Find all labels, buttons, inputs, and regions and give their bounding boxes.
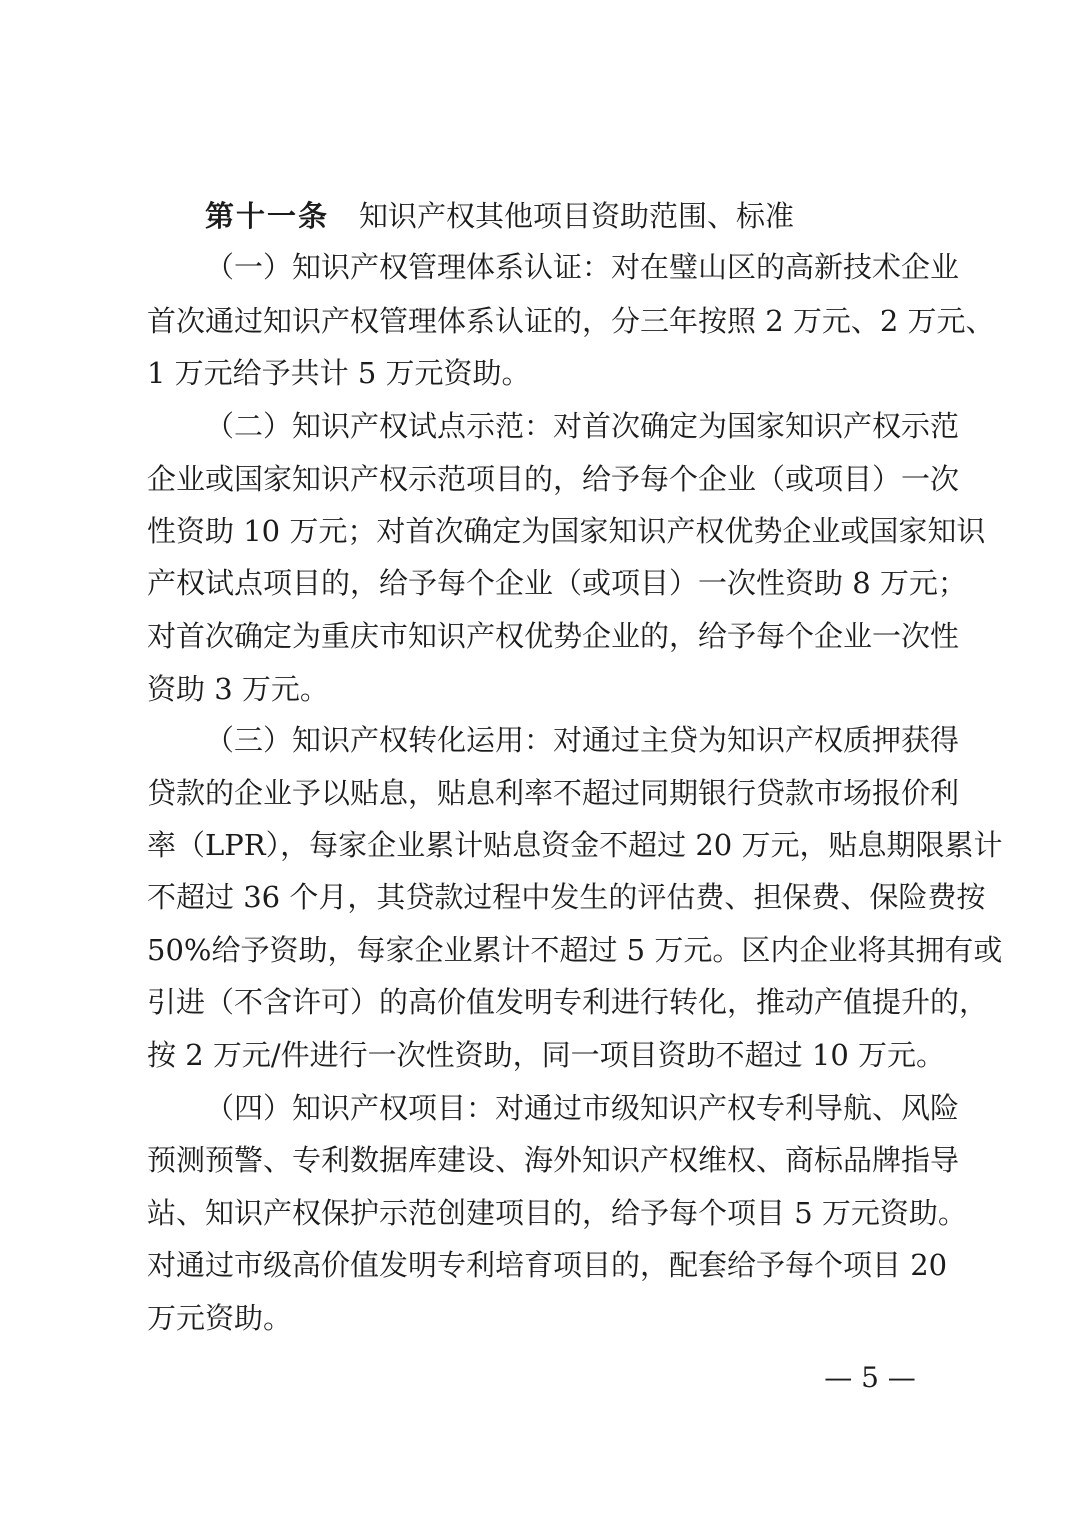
paragraph-line: （四）知识产权项目：对通过市级知识产权专利导航、风险 [205,1091,960,1125]
paragraph-line: 贷款的企业予以贴息，贴息利率不超过同期银行贷款市场报价利 [147,776,960,810]
paragraph-line: 引进（不含许可）的高价值发明专利进行转化，推动产值提升的， [147,985,989,1019]
paragraph-line: 产权试点项目的，给予每个企业（或项目）一次性资助 8 万元； [147,566,967,600]
paragraph-line: 预测预警、专利数据库建设、海外知识产权维权、商标品牌指导 [147,1143,960,1177]
paragraph-line: 站、知识产权保护示范创建项目的，给予每个项目 5 万元资助。 [147,1196,967,1230]
paragraph-line: 资助 3 万元。 [147,672,329,706]
paragraph-line: 对首次确定为重庆市知识产权优势企业的，给予每个企业一次性 [147,619,960,653]
paragraph-line: （三）知识产权转化运用：对通过主贷为知识产权质押获得 [205,723,960,757]
article-number: 第十一条 [205,199,330,233]
article-heading [205,196,794,236]
article-title: 知识产权其他项目资助范围、标准 [359,199,795,233]
paragraph-line: 性资助 10 万元；对首次确定为国家知识产权优势企业或国家知识 [147,514,986,548]
paragraph-line: 企业或国家知识产权示范项目的，给予每个企业（或项目）一次 [147,462,960,496]
paragraph-line: 率（LPR），每家企业累计贴息资金不超过 20 万元，贴息期限累计 [147,828,1003,862]
paragraph-line: 50%给予资助，每家企业累计不超过 5 万元。区内企业将其拥有或 [147,933,1003,967]
paragraph-line: 首次通过知识产权管理体系认证的，分三年按照 2 万元、2 万元、 [147,304,995,338]
paragraph-line: 不超过 36 个月，其贷款过程中发生的评估费、担保费、保险费按 [147,880,986,914]
paragraph-line: 按 2 万元/件进行一次性资助，同一项目资助不超过 10 万元。 [147,1038,945,1072]
paragraph-line: 对通过市级高价值发明专利培育项目的，配套给予每个项目 20 [147,1248,948,1282]
paragraph-line: 万元资助。 [147,1301,293,1335]
paragraph-line: （一）知识产权管理体系认证：对在璧山区的高新技术企业 [205,250,960,284]
paragraph-line: （二）知识产权试点示范：对首次确定为国家知识产权示范 [205,409,960,443]
page-number: — 5 — [824,1361,916,1394]
paragraph-line: 1 万元给予共计 5 万元资助。 [147,356,531,390]
